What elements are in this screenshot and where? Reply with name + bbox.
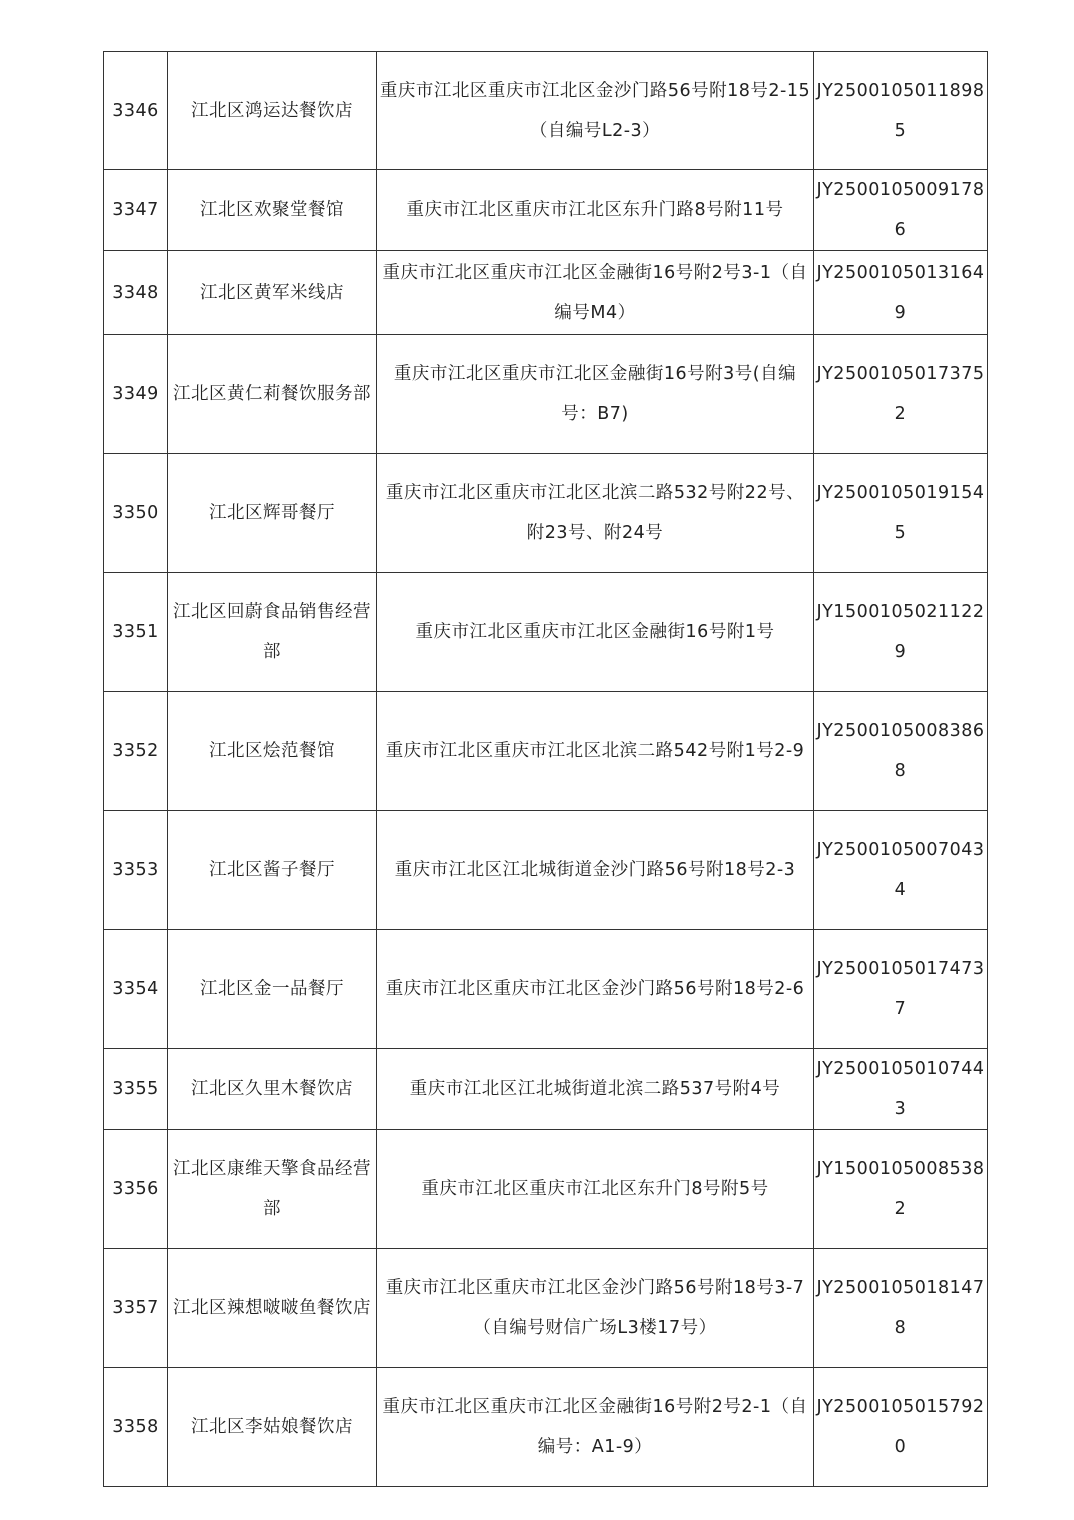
- business-name: 江北区康维天擎食品经营部: [168, 1130, 377, 1249]
- row-number: 3346: [104, 52, 168, 170]
- license-number: JY25001050070434: [814, 811, 988, 930]
- row-number: 3350: [104, 454, 168, 573]
- table-row: [104, 1130, 988, 1249]
- license-number: JY15001050085382: [814, 1130, 988, 1249]
- row-number: 3347: [104, 170, 168, 251]
- business-address: 重庆市江北区重庆市江北区金融街16号附2号3-1（自编号M4）: [377, 251, 814, 335]
- table-row: [104, 251, 988, 335]
- table-row: [104, 811, 988, 930]
- license-table: [103, 51, 988, 1487]
- row-number: 3353: [104, 811, 168, 930]
- business-name: 江北区辣想啵啵鱼餐饮店: [168, 1249, 377, 1368]
- business-name: 江北区回蔚食品销售经营部: [168, 573, 377, 692]
- business-address: 重庆市江北区重庆市江北区东升门路8号附11号: [377, 170, 814, 251]
- license-number: JY25001050157920: [814, 1368, 988, 1487]
- table-row: [104, 692, 988, 811]
- row-number: 3358: [104, 1368, 168, 1487]
- table-row: [104, 170, 988, 251]
- row-number: 3348: [104, 251, 168, 335]
- business-name: 江北区黄仁莉餐饮服务部: [168, 335, 377, 454]
- license-number: JY25001050131649: [814, 251, 988, 335]
- row-number: 3356: [104, 1130, 168, 1249]
- business-name: 江北区烩范餐馆: [168, 692, 377, 811]
- business-name: 江北区金一品餐厅: [168, 930, 377, 1049]
- business-address: 重庆市江北区江北城街道北滨二路537号附4号: [377, 1049, 814, 1130]
- business-address: 重庆市江北区重庆市江北区金沙门路56号附18号3-7（自编号财信广场L3楼17号）: [377, 1249, 814, 1368]
- row-number: 3357: [104, 1249, 168, 1368]
- license-number: JY25001050173752: [814, 335, 988, 454]
- business-address: 重庆市江北区重庆市江北区金融街16号附1号: [377, 573, 814, 692]
- table-row: [104, 1368, 988, 1487]
- business-address: 重庆市江北区重庆市江北区北滨二路532号附22号、附23号、附24号: [377, 454, 814, 573]
- business-name: 江北区黄军米线店: [168, 251, 377, 335]
- business-address: 重庆市江北区重庆市江北区金沙门路56号附18号2-15（自编号L2-3）: [377, 52, 814, 170]
- business-address: 重庆市江北区江北城街道金沙门路56号附18号2-3: [377, 811, 814, 930]
- license-number: JY25001050083868: [814, 692, 988, 811]
- license-number: JY25001050107443: [814, 1049, 988, 1130]
- row-number: 3355: [104, 1049, 168, 1130]
- business-address: 重庆市江北区重庆市江北区金融街16号附3号(自编号：B7): [377, 335, 814, 454]
- business-address: 重庆市江北区重庆市江北区东升门8号附5号: [377, 1130, 814, 1249]
- license-number: JY25001050091786: [814, 170, 988, 251]
- row-number: 3352: [104, 692, 168, 811]
- table-row: [104, 573, 988, 692]
- license-number: JY25001050174737: [814, 930, 988, 1049]
- license-number: JY25001050181478: [814, 1249, 988, 1368]
- business-name: 江北区久里木餐饮店: [168, 1049, 377, 1130]
- business-name: 江北区辉哥餐厅: [168, 454, 377, 573]
- table-row: [104, 454, 988, 573]
- license-number: JY25001050118985: [814, 52, 988, 170]
- license-number: JY15001050211229: [814, 573, 988, 692]
- business-address: 重庆市江北区重庆市江北区北滨二路542号附1号2-9: [377, 692, 814, 811]
- table-row: [104, 52, 988, 170]
- business-name: 江北区酱子餐厅: [168, 811, 377, 930]
- business-name: 江北区欢聚堂餐馆: [168, 170, 377, 251]
- business-name: 江北区李姑娘餐饮店: [168, 1368, 377, 1487]
- business-address: 重庆市江北区重庆市江北区金沙门路56号附18号2-6: [377, 930, 814, 1049]
- table-row: [104, 1049, 988, 1130]
- row-number: 3349: [104, 335, 168, 454]
- license-number: JY25001050191545: [814, 454, 988, 573]
- row-number: 3351: [104, 573, 168, 692]
- table-row: [104, 335, 988, 454]
- row-number: 3354: [104, 930, 168, 1049]
- business-name: 江北区鸿运达餐饮店: [168, 52, 377, 170]
- table-row: [104, 930, 988, 1049]
- business-address: 重庆市江北区重庆市江北区金融街16号附2号2-1（自编号：A1-9）: [377, 1368, 814, 1487]
- table-row: [104, 1249, 988, 1368]
